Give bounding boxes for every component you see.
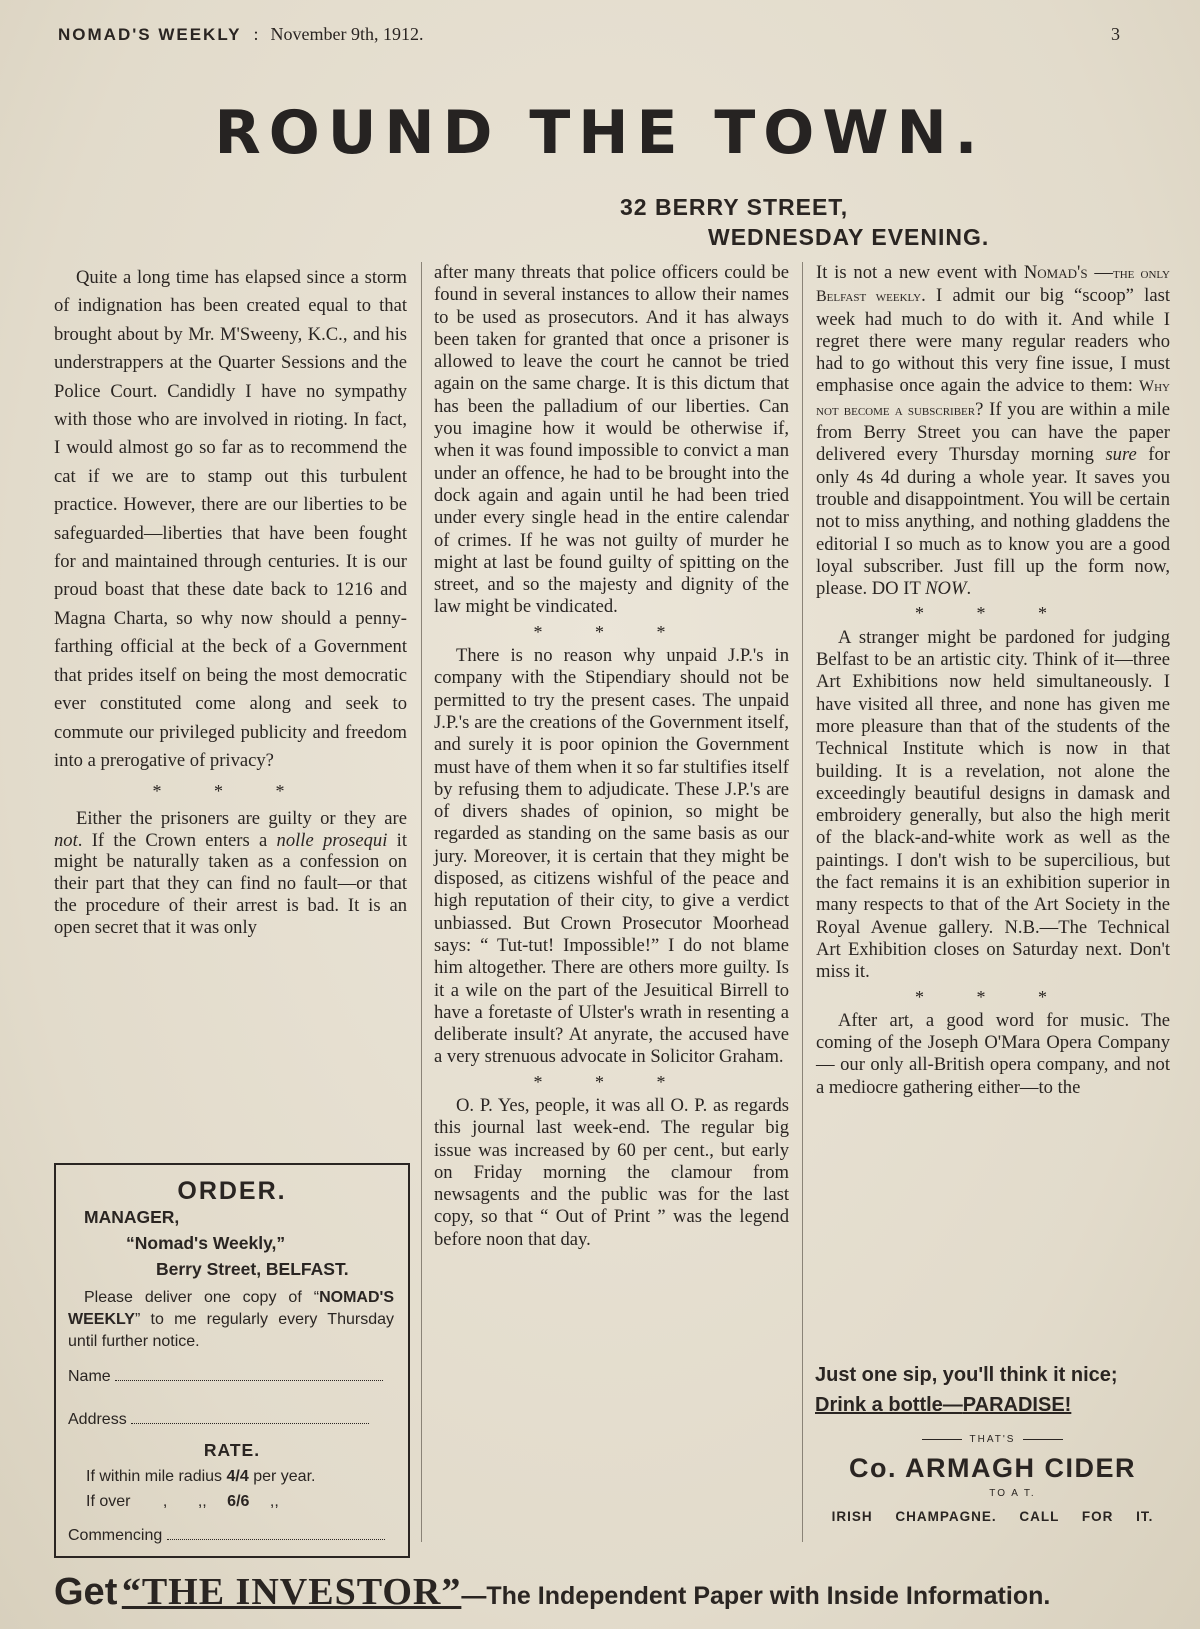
col3-paragraph-2: A stranger might be pardoned for judging Belfast to be an artistic city. Think of it—three Art Exhibitions now held simultaneously. I have visited all three, and none has given me more pleasure than that of the students of the Technical Institute which is now in that building. It is a revelation, not alone the exceedingly beautiful designs in damask and embroidery generally, but also the high merit of the black-and-white work as well as the paintings. I don't wish to be supercilious, but the fact remains it is an exhibition superior in many respects to that of the Art Society in the Royal Avenue gallery. N.B.—The Technical Art Exhibition closes on Saturday next. Don't miss it.	[816, 626, 1170, 983]
col2-section-stars-2: * * *	[533, 1071, 690, 1092]
cider-tag-call: CALL FOR IT.	[1019, 1509, 1154, 1524]
order-form	[54, 1163, 410, 1558]
headline: ROUND THE TOWN.	[214, 98, 986, 168]
col1-p2-text-a: Either the prisoners are guilty or they are	[76, 807, 407, 829]
order-commencing-label: Commencing	[68, 1527, 163, 1544]
article-column-1	[54, 264, 407, 939]
order-paper-name: “Nomad's Weekly,”	[126, 1233, 286, 1253]
cider-slogan-1: Just one sip, you'll think it nice;	[815, 1364, 1118, 1386]
column-rule-2	[802, 262, 803, 1542]
order-address-label: Address	[68, 1411, 127, 1428]
col3-p1-e: for only 4s 4d during a whole year. It saves you trouble and disappointment. You will be certain not to miss anything, and nothing gladdens the editorial I so much as to know you are a good loyal subscriber. Just fill up the form now, please. DO IT	[816, 444, 1170, 600]
masthead-separator: :	[253, 24, 259, 44]
order-rate-1	[86, 1468, 315, 1486]
investor-banner	[54, 1570, 1170, 1614]
banner-investor: “THE INVESTOR”	[121, 1571, 462, 1613]
banner-tagline: —The Independent Paper with Inside Information.	[461, 1582, 1051, 1610]
cider-advertisement	[815, 1360, 1170, 1524]
article-column-3	[816, 262, 1170, 1099]
cider-slogan-2	[815, 1390, 1170, 1420]
col1-section-stars: * * *	[152, 781, 309, 802]
col3-p1-a: It is not a new event with	[816, 262, 1024, 283]
col3-p1-why-subscribe: Why not become a subscriber	[816, 378, 1170, 419]
col3-section-stars-2: * * *	[915, 986, 1071, 1007]
cider-slogan-2b: PARADISE!	[962, 1394, 1072, 1416]
order-rate-title: RATE.	[203, 1440, 261, 1460]
rate2-ditto-2: ,,	[197, 1493, 207, 1510]
col3-p1-now: NOW	[925, 578, 967, 600]
order-name-label: Name	[68, 1368, 111, 1385]
rate1-label: If within mile radius	[86, 1468, 223, 1485]
order-instruction-a: Please deliver one copy of “	[84, 1289, 320, 1306]
col3-paragraph-3: After art, a good word for music. The coming of the Joseph O'Mara Opera Company — our only all-British opera company, and not a mediocre gathering either—to the	[816, 1009, 1170, 1098]
issue-date: November 9th, 1912.	[270, 24, 424, 44]
dateline-day: WEDNESDAY EVENING.	[708, 224, 990, 250]
col3-p1-sure: sure	[1105, 444, 1137, 466]
paper-name: NOMAD'S WEEKLY	[58, 25, 242, 44]
col2-paragraph-2: There is no reason why unpaid J.P.'s in company with the Stipendiary should not be permitted to try the present cases. The unpaid J.P.'s are the creations of the Government itself, and surely it is poor opinion the Government must have of them when it so far stultifies itself by refusing them to adjudicate. These J.P.'s are of divers shades of opinion, so might be regarded as standing on the same basis as our jury. Moreover, it is certain that they might be disposed, as citizens wishful of the peace and high reputation of their city, to give a verdict unbiassed. But Crown Prosecutor Moorhead says: “ Tut-tut! Impossible!” I do not blame him altogether. There are others more guilty. Is it a wile on the part of the Jesuitical Birrell to have a foretaste of Ulster's wrath in resenting a deliberate insult? At anyrate, the accused have a very strenuous advocate in Solicitor Graham.	[434, 645, 789, 1068]
col1-p2-italic-not: not	[54, 829, 78, 851]
col3-p1-c: . I admit our big “scoop” last week had much to do with it. And while I regret there were many regular readers who had to go without this very fine issue, I must emphasise once again the advice to them:	[816, 285, 1171, 397]
rate2-ditto-1: ,	[162, 1493, 168, 1510]
col3-section-stars-1: * * *	[915, 603, 1071, 624]
order-instruction-paper: NOMAD'S WEEKLY	[68, 1289, 394, 1328]
order-instruction-b: ” to me regularly every Thursday until further notice.	[68, 1311, 394, 1350]
dateline	[560, 192, 1060, 252]
order-form-title: ORDER.	[177, 1177, 287, 1205]
cider-tag-champagne: IRISH CHAMPAGNE.	[831, 1509, 997, 1524]
cider-slogan-2a: Drink a bottle—	[815, 1394, 963, 1416]
cider-brand: Co. ARMAGH CIDER	[849, 1453, 1136, 1483]
col1-p2-text-c: it might be naturally taken as a confession on their part that they can find no fault—or that the procedure of their arrest is bad. It is an open secret that it was only	[54, 829, 407, 938]
col2-paragraph-3: O. P. Yes, people, it was all O. P. as regards this journal last week-end. The regular big issue was increased by 60 per cent., but early on Friday morning the clamour from newsagents and the public was for the last copy, so that “ Out of Print ” was the legend before noon that day.	[434, 1094, 789, 1250]
col3-p1-d: ? If you are within a mile from Berry Street you can have the paper delivered every Thursday morning	[816, 398, 1170, 466]
col3-p1-only-weekly: the only Belfast weekly	[816, 265, 1170, 306]
column-rule-1	[421, 262, 422, 1542]
order-commencing-field[interactable]	[68, 1527, 394, 1545]
rate1-suffix: per year.	[253, 1468, 316, 1485]
col2-paragraph-1: after many threats that police officers could be found in several instances to allow their names to be used as prosecutors. And it has always been taken for granted that once a prisoner is allowed to leave the court he cannot be tried again on the same charge. It is this dictum that has been the palladium of our liberties. Can you imagine how it would be otherwise if, when it was found impossible to convict a man under an offence, he had to be brought into the dock again and again until he had been tried under every single head in the entire calendar of crimes. If he was not guilty of murder he might at last be found guilty of spitting on the street, and so the majesty and dignity of the law might be vindicated.	[434, 262, 789, 618]
col1-p2-text-b: . If the Crown enters a	[77, 829, 277, 851]
rate1-value: 4/4	[226, 1468, 249, 1485]
col3-p1-b: —	[1087, 262, 1113, 283]
col1-paragraph-2	[54, 808, 407, 939]
dateline-address: 32 BERRY STREET,	[620, 194, 849, 220]
rate2-label: If over	[86, 1493, 131, 1510]
page-number: 3	[1111, 24, 1120, 44]
col3-p1-nomads: Nomad's	[1023, 262, 1088, 283]
col1-paragraph-1: Quite a long time has elapsed since a storm of indignation has been created equal to that brought about by Mr. M'Sweeny, K.C., and his understrappers at the Quarter Sessions and the Police Court. Candidly I have no sympathy with those who are involved in rioting. In fact, I would almost go so far as to recommend the cat if we are to stamp out this turbulent practice. However, there are our liberties to be safeguarded—liberties that have been fought for and maintained through centuries. It is our proud boast that these date back to 1216 and Magna Charta, so why now should a penny-farthing official at the beck of a Government that prides itself on being the most democratic ever constituted come along and seek to commute our privileged publicity and freedom into a prerogative of privacy?	[54, 267, 407, 771]
order-manager: MANAGER,	[84, 1207, 180, 1227]
banner-get: Get	[54, 1571, 118, 1613]
cider-to-a-t: TO A T.	[989, 1488, 1036, 1499]
order-name-field[interactable]	[68, 1368, 384, 1386]
order-instruction	[68, 1287, 394, 1353]
article-column-2	[434, 262, 789, 1251]
cider-tagline	[815, 1509, 1170, 1524]
col3-p1-f: .	[966, 578, 972, 600]
order-address-line[interactable]	[131, 1423, 369, 1424]
col2-section-stars-1: * * *	[533, 621, 690, 642]
order-name-line[interactable]	[115, 1380, 383, 1381]
col3-paragraph-1	[816, 262, 1170, 600]
rate2-value: 6/6	[227, 1493, 250, 1510]
rate2-ditto-3: ,,	[269, 1493, 279, 1510]
order-commencing-line[interactable]	[167, 1539, 385, 1540]
order-paper-address: Berry Street, BELFAST.	[156, 1259, 349, 1279]
cider-thats: THAT'S	[815, 1434, 1170, 1445]
masthead	[58, 24, 1120, 52]
col1-p2-italic-nolle: nolle prosequi	[276, 829, 388, 851]
order-address-field[interactable]	[68, 1411, 384, 1429]
order-rate-2	[86, 1493, 346, 1511]
